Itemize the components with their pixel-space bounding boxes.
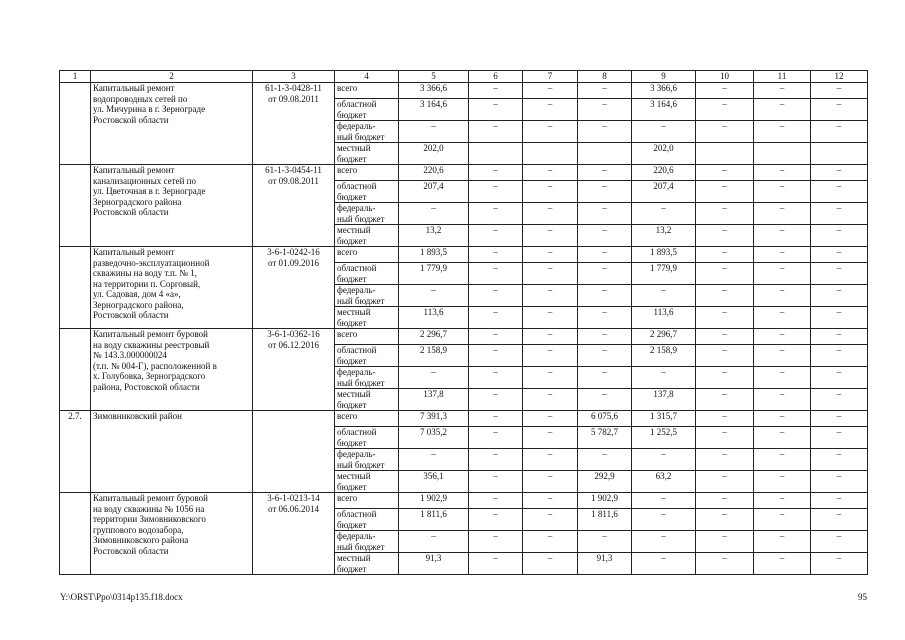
amount-cell: – bbox=[811, 263, 868, 285]
budget-source: всего bbox=[335, 83, 399, 99]
section-number bbox=[60, 165, 91, 247]
amount-cell: – bbox=[399, 449, 469, 471]
amount-cell: – bbox=[469, 411, 523, 427]
amount-cell: 207,4 bbox=[399, 181, 469, 203]
amount-cell: – bbox=[523, 285, 578, 307]
amount-cell: 6 075,6 bbox=[578, 411, 632, 427]
amount-cell: 220,6 bbox=[632, 165, 696, 181]
budget-source: федераль- ный бюджет bbox=[335, 531, 399, 553]
amount-cell: – bbox=[754, 225, 811, 247]
amount-cell: – bbox=[811, 99, 868, 121]
amount-cell: – bbox=[811, 471, 868, 493]
amount-cell: 202,0 bbox=[399, 143, 469, 165]
amount-cell: – bbox=[754, 203, 811, 225]
amount-cell: – bbox=[754, 471, 811, 493]
amount-cell: 1 315,7 bbox=[632, 411, 696, 427]
amount-cell: 220,6 bbox=[399, 165, 469, 181]
section-number: 2.7. bbox=[60, 411, 91, 493]
amount-cell: – bbox=[523, 449, 578, 471]
amount-cell: – bbox=[811, 553, 868, 575]
amount-cell: 2 158,9 bbox=[399, 345, 469, 367]
amount-cell: – bbox=[811, 411, 868, 427]
amount-cell: – bbox=[469, 307, 523, 329]
amount-cell: – bbox=[811, 165, 868, 181]
col-header: 9 bbox=[632, 71, 696, 83]
budget-source: федераль- ный бюджет bbox=[335, 203, 399, 225]
amount-cell: – bbox=[754, 165, 811, 181]
amount-cell: – bbox=[696, 307, 754, 329]
amount-cell: – bbox=[632, 553, 696, 575]
budget-source: областной бюджет bbox=[335, 99, 399, 121]
amount-cell: – bbox=[469, 329, 523, 345]
budget-source: федераль- ный бюджет bbox=[335, 367, 399, 389]
amount-cell: – bbox=[754, 345, 811, 367]
amount-cell: – bbox=[523, 367, 578, 389]
budget-source: местный бюджет bbox=[335, 225, 399, 247]
amount-cell: – bbox=[696, 449, 754, 471]
project-code bbox=[253, 411, 335, 493]
amount-cell: – bbox=[754, 449, 811, 471]
amount-cell: – bbox=[632, 121, 696, 143]
amount-cell: – bbox=[523, 165, 578, 181]
amount-cell: – bbox=[754, 121, 811, 143]
amount-cell: – bbox=[523, 345, 578, 367]
amount-cell: – bbox=[754, 411, 811, 427]
amount-cell: – bbox=[578, 389, 632, 411]
budget-source: областной бюджет bbox=[335, 427, 399, 449]
amount-cell: – bbox=[632, 531, 696, 553]
col-header: 3 bbox=[253, 71, 335, 83]
amount-cell: – bbox=[523, 263, 578, 285]
amount-cell: – bbox=[696, 329, 754, 345]
amount-cell: 1 779,9 bbox=[632, 263, 696, 285]
amount-cell: – bbox=[811, 389, 868, 411]
amount-cell: – bbox=[469, 449, 523, 471]
amount-cell: 113,6 bbox=[399, 307, 469, 329]
amount-cell: 3 164,6 bbox=[632, 99, 696, 121]
amount-cell: – bbox=[754, 389, 811, 411]
project-code: 3-6-1-0242-16 от 01.09.2016 bbox=[253, 247, 335, 329]
amount-cell: 3 164,6 bbox=[399, 99, 469, 121]
amount-cell: – bbox=[811, 493, 868, 509]
amount-cell: – bbox=[754, 553, 811, 575]
amount-cell: – bbox=[811, 449, 868, 471]
budget-source: федераль- ный бюджет bbox=[335, 285, 399, 307]
amount-cell: – bbox=[578, 203, 632, 225]
amount-cell: 7 391,3 bbox=[399, 411, 469, 427]
amount-cell: 137,8 bbox=[399, 389, 469, 411]
budget-source: всего bbox=[335, 247, 399, 263]
project-description: Капитальный ремонт канализационных сетей по ул. Цветочная в г. Зернограде Зерноградского района Ростовской области bbox=[91, 165, 253, 247]
table-row bbox=[60, 247, 868, 263]
amount-cell: – bbox=[578, 263, 632, 285]
amount-cell: – bbox=[811, 427, 868, 449]
project-code: 3-6-1-0213-14 от 06.06.2014 bbox=[253, 493, 335, 575]
project-code: 61-1-3-0428-11 от 09.08.2011 bbox=[253, 83, 335, 165]
amount-cell: – bbox=[632, 509, 696, 531]
col-header: 2 bbox=[91, 71, 253, 83]
amount-cell: – bbox=[696, 411, 754, 427]
amount-cell: – bbox=[811, 121, 868, 143]
amount-cell: – bbox=[578, 225, 632, 247]
amount-cell: – bbox=[578, 531, 632, 553]
amount-cell: – bbox=[696, 509, 754, 531]
amount-cell: – bbox=[469, 203, 523, 225]
amount-cell: – bbox=[523, 83, 578, 99]
amount-cell: – bbox=[754, 493, 811, 509]
amount-cell: 2 296,7 bbox=[399, 329, 469, 345]
amount-cell: – bbox=[754, 329, 811, 345]
amount-cell: – bbox=[696, 263, 754, 285]
amount-cell: – bbox=[696, 225, 754, 247]
amount-cell: – bbox=[754, 263, 811, 285]
amount-cell: – bbox=[578, 165, 632, 181]
amount-cell: – bbox=[469, 165, 523, 181]
amount-cell: – bbox=[696, 389, 754, 411]
amount-cell: – bbox=[469, 471, 523, 493]
amount-cell: 1 893,5 bbox=[399, 247, 469, 263]
amount-cell: – bbox=[754, 427, 811, 449]
budget-source: местный бюджет bbox=[335, 143, 399, 165]
amount-cell: – bbox=[578, 121, 632, 143]
amount-cell: – bbox=[469, 367, 523, 389]
amount-cell: 292,9 bbox=[578, 471, 632, 493]
amount-cell: – bbox=[696, 553, 754, 575]
amount-cell: – bbox=[811, 345, 868, 367]
section-number bbox=[60, 83, 91, 165]
amount-cell: – bbox=[399, 367, 469, 389]
amount-cell: – bbox=[523, 225, 578, 247]
budget-source: местный бюджет bbox=[335, 553, 399, 575]
amount-cell: – bbox=[523, 427, 578, 449]
amount-cell: – bbox=[696, 165, 754, 181]
amount-cell: 5 782,7 bbox=[578, 427, 632, 449]
amount-cell: – bbox=[523, 329, 578, 345]
budget-source: областной бюджет bbox=[335, 181, 399, 203]
amount-cell: – bbox=[399, 203, 469, 225]
amount-cell: 91,3 bbox=[578, 553, 632, 575]
amount-cell: – bbox=[469, 121, 523, 143]
amount-cell: – bbox=[696, 345, 754, 367]
section-number bbox=[60, 247, 91, 329]
amount-cell: – bbox=[523, 411, 578, 427]
table-body bbox=[60, 71, 868, 575]
amount-cell: – bbox=[754, 285, 811, 307]
budget-source: местный бюджет bbox=[335, 389, 399, 411]
budget-source: федераль- ный бюджет bbox=[335, 121, 399, 143]
col-header: 1 bbox=[60, 71, 91, 83]
amount-cell: – bbox=[754, 509, 811, 531]
project-description: Зимовниковский район bbox=[91, 411, 253, 493]
budget-source: областной бюджет bbox=[335, 345, 399, 367]
amount-cell: – bbox=[632, 449, 696, 471]
amount-cell: – bbox=[523, 203, 578, 225]
amount-cell bbox=[754, 143, 811, 165]
col-header: 11 bbox=[754, 71, 811, 83]
amount-cell: – bbox=[632, 367, 696, 389]
table-row bbox=[60, 165, 868, 181]
amount-cell: – bbox=[469, 427, 523, 449]
amount-cell: – bbox=[469, 99, 523, 121]
amount-cell: – bbox=[469, 285, 523, 307]
footer-file-path: Y:\ORST\Ppo\0314p135.f18.docx bbox=[60, 592, 183, 602]
amount-cell: – bbox=[811, 531, 868, 553]
amount-cell: – bbox=[811, 181, 868, 203]
amount-cell: – bbox=[811, 329, 868, 345]
amount-cell: – bbox=[578, 285, 632, 307]
amount-cell: – bbox=[399, 285, 469, 307]
amount-cell: – bbox=[811, 367, 868, 389]
project-description: Капитальный ремонт буровой на воду скважины реестровый № 143.3.000000024 (т.п. № 004-Г), расположенной в х. Голубовка, Зерноградского района, Ростовской области bbox=[91, 329, 253, 411]
amount-cell: 13,2 bbox=[399, 225, 469, 247]
amount-cell: – bbox=[811, 203, 868, 225]
amount-cell: 356,1 bbox=[399, 471, 469, 493]
budget-source: областной бюджет bbox=[335, 263, 399, 285]
table-row bbox=[60, 83, 868, 99]
amount-cell: – bbox=[523, 307, 578, 329]
amount-cell: – bbox=[469, 83, 523, 99]
amount-cell: – bbox=[696, 493, 754, 509]
amount-cell: 1 252,5 bbox=[632, 427, 696, 449]
amount-cell: – bbox=[523, 247, 578, 263]
amount-cell: – bbox=[578, 247, 632, 263]
amount-cell: – bbox=[578, 83, 632, 99]
amount-cell: – bbox=[578, 367, 632, 389]
amount-cell: – bbox=[399, 121, 469, 143]
col-header: 4 bbox=[335, 71, 399, 83]
section-number bbox=[60, 493, 91, 575]
amount-cell: 13,2 bbox=[632, 225, 696, 247]
amount-cell: – bbox=[632, 285, 696, 307]
amount-cell: – bbox=[523, 471, 578, 493]
amount-cell: 1 902,9 bbox=[578, 493, 632, 509]
amount-cell: 3 366,6 bbox=[632, 83, 696, 99]
amount-cell: – bbox=[523, 509, 578, 531]
amount-cell bbox=[696, 143, 754, 165]
amount-cell: – bbox=[469, 263, 523, 285]
amount-cell: – bbox=[754, 307, 811, 329]
amount-cell: – bbox=[696, 99, 754, 121]
col-header: 12 bbox=[811, 71, 868, 83]
table-row bbox=[60, 493, 868, 509]
budget-source: всего bbox=[335, 493, 399, 509]
amount-cell: 63,2 bbox=[632, 471, 696, 493]
budget-source: всего bbox=[335, 411, 399, 427]
amount-cell: 3 366,6 bbox=[399, 83, 469, 99]
amount-cell: 91,3 bbox=[399, 553, 469, 575]
amount-cell: – bbox=[523, 121, 578, 143]
amount-cell bbox=[811, 143, 868, 165]
col-header: 7 bbox=[523, 71, 578, 83]
amount-cell: – bbox=[754, 367, 811, 389]
amount-cell: – bbox=[696, 471, 754, 493]
amount-cell bbox=[469, 143, 523, 165]
funding-table bbox=[59, 70, 868, 575]
amount-cell: – bbox=[469, 345, 523, 367]
amount-cell: – bbox=[696, 181, 754, 203]
section-number bbox=[60, 329, 91, 411]
amount-cell: – bbox=[523, 389, 578, 411]
table-row bbox=[60, 329, 868, 345]
amount-cell: – bbox=[469, 493, 523, 509]
amount-cell: – bbox=[469, 553, 523, 575]
amount-cell: – bbox=[469, 181, 523, 203]
col-header: 6 bbox=[469, 71, 523, 83]
amount-cell: – bbox=[469, 389, 523, 411]
amount-cell: – bbox=[754, 531, 811, 553]
table-row bbox=[60, 411, 868, 427]
amount-cell: – bbox=[632, 203, 696, 225]
amount-cell: 1 893,5 bbox=[632, 247, 696, 263]
amount-cell: – bbox=[469, 531, 523, 553]
amount-cell: – bbox=[578, 307, 632, 329]
amount-cell: – bbox=[811, 509, 868, 531]
amount-cell: – bbox=[696, 367, 754, 389]
amount-cell: – bbox=[523, 553, 578, 575]
amount-cell: – bbox=[523, 531, 578, 553]
amount-cell: – bbox=[811, 83, 868, 99]
amount-cell: – bbox=[754, 83, 811, 99]
amount-cell: – bbox=[696, 203, 754, 225]
amount-cell: 7 035,2 bbox=[399, 427, 469, 449]
amount-cell: – bbox=[523, 99, 578, 121]
amount-cell: – bbox=[696, 531, 754, 553]
header-row bbox=[60, 71, 868, 83]
amount-cell: – bbox=[523, 181, 578, 203]
amount-cell: – bbox=[696, 247, 754, 263]
budget-source: федераль- ный бюджет bbox=[335, 449, 399, 471]
amount-cell: 137,8 bbox=[632, 389, 696, 411]
col-header: 8 bbox=[578, 71, 632, 83]
amount-cell: 207,4 bbox=[632, 181, 696, 203]
amount-cell: – bbox=[578, 181, 632, 203]
amount-cell: 113,6 bbox=[632, 307, 696, 329]
amount-cell: – bbox=[578, 329, 632, 345]
budget-source: всего bbox=[335, 165, 399, 181]
amount-cell: 2 296,7 bbox=[632, 329, 696, 345]
amount-cell: – bbox=[469, 247, 523, 263]
amount-cell: – bbox=[469, 509, 523, 531]
amount-cell: – bbox=[696, 427, 754, 449]
amount-cell: 1 779,9 bbox=[399, 263, 469, 285]
amount-cell: 1 902,9 bbox=[399, 493, 469, 509]
amount-cell: – bbox=[578, 345, 632, 367]
amount-cell: – bbox=[754, 181, 811, 203]
budget-source: областной бюджет bbox=[335, 509, 399, 531]
amount-cell: – bbox=[811, 307, 868, 329]
budget-source: местный бюджет bbox=[335, 307, 399, 329]
project-description: Капитальный ремонт водопроводных сетей по ул. Мичурина в г. Зернограде Ростовской области bbox=[91, 83, 253, 165]
amount-cell: 1 811,6 bbox=[399, 509, 469, 531]
amount-cell: – bbox=[469, 225, 523, 247]
page-number: 95 bbox=[858, 592, 867, 602]
amount-cell: – bbox=[811, 285, 868, 307]
project-code: 3-6-1-0362-16 от 06.12.2016 bbox=[253, 329, 335, 411]
amount-cell: – bbox=[578, 449, 632, 471]
project-description: Капитальный ремонт разведочно-эксплуатационной скважины на воду т.п. № 1, на территории п. Сорговый, ул. Садовая, дом 4 «а», Зерноградского района, Ростовской области bbox=[91, 247, 253, 329]
amount-cell: 202,0 bbox=[632, 143, 696, 165]
amount-cell: – bbox=[811, 247, 868, 263]
amount-cell bbox=[523, 143, 578, 165]
amount-cell: – bbox=[632, 493, 696, 509]
amount-cell: – bbox=[754, 247, 811, 263]
project-code: 61-1-3-0454-11 от 09.08.2011 bbox=[253, 165, 335, 247]
amount-cell: – bbox=[811, 225, 868, 247]
amount-cell: – bbox=[696, 121, 754, 143]
amount-cell: 1 811,6 bbox=[578, 509, 632, 531]
col-header: 5 bbox=[399, 71, 469, 83]
amount-cell: – bbox=[696, 285, 754, 307]
amount-cell bbox=[578, 143, 632, 165]
project-description: Капитальный ремонт буровой на воду скважины № 1056 на территории Зимовниковского группового водозабора, Зимовниковского района Ростовской области bbox=[91, 493, 253, 575]
budget-source: местный бюджет bbox=[335, 471, 399, 493]
amount-cell: – bbox=[578, 99, 632, 121]
amount-cell: – bbox=[696, 83, 754, 99]
amount-cell: – bbox=[523, 493, 578, 509]
amount-cell: 2 158,9 bbox=[632, 345, 696, 367]
budget-source: всего bbox=[335, 329, 399, 345]
amount-cell: – bbox=[399, 531, 469, 553]
amount-cell: – bbox=[754, 99, 811, 121]
col-header: 10 bbox=[696, 71, 754, 83]
